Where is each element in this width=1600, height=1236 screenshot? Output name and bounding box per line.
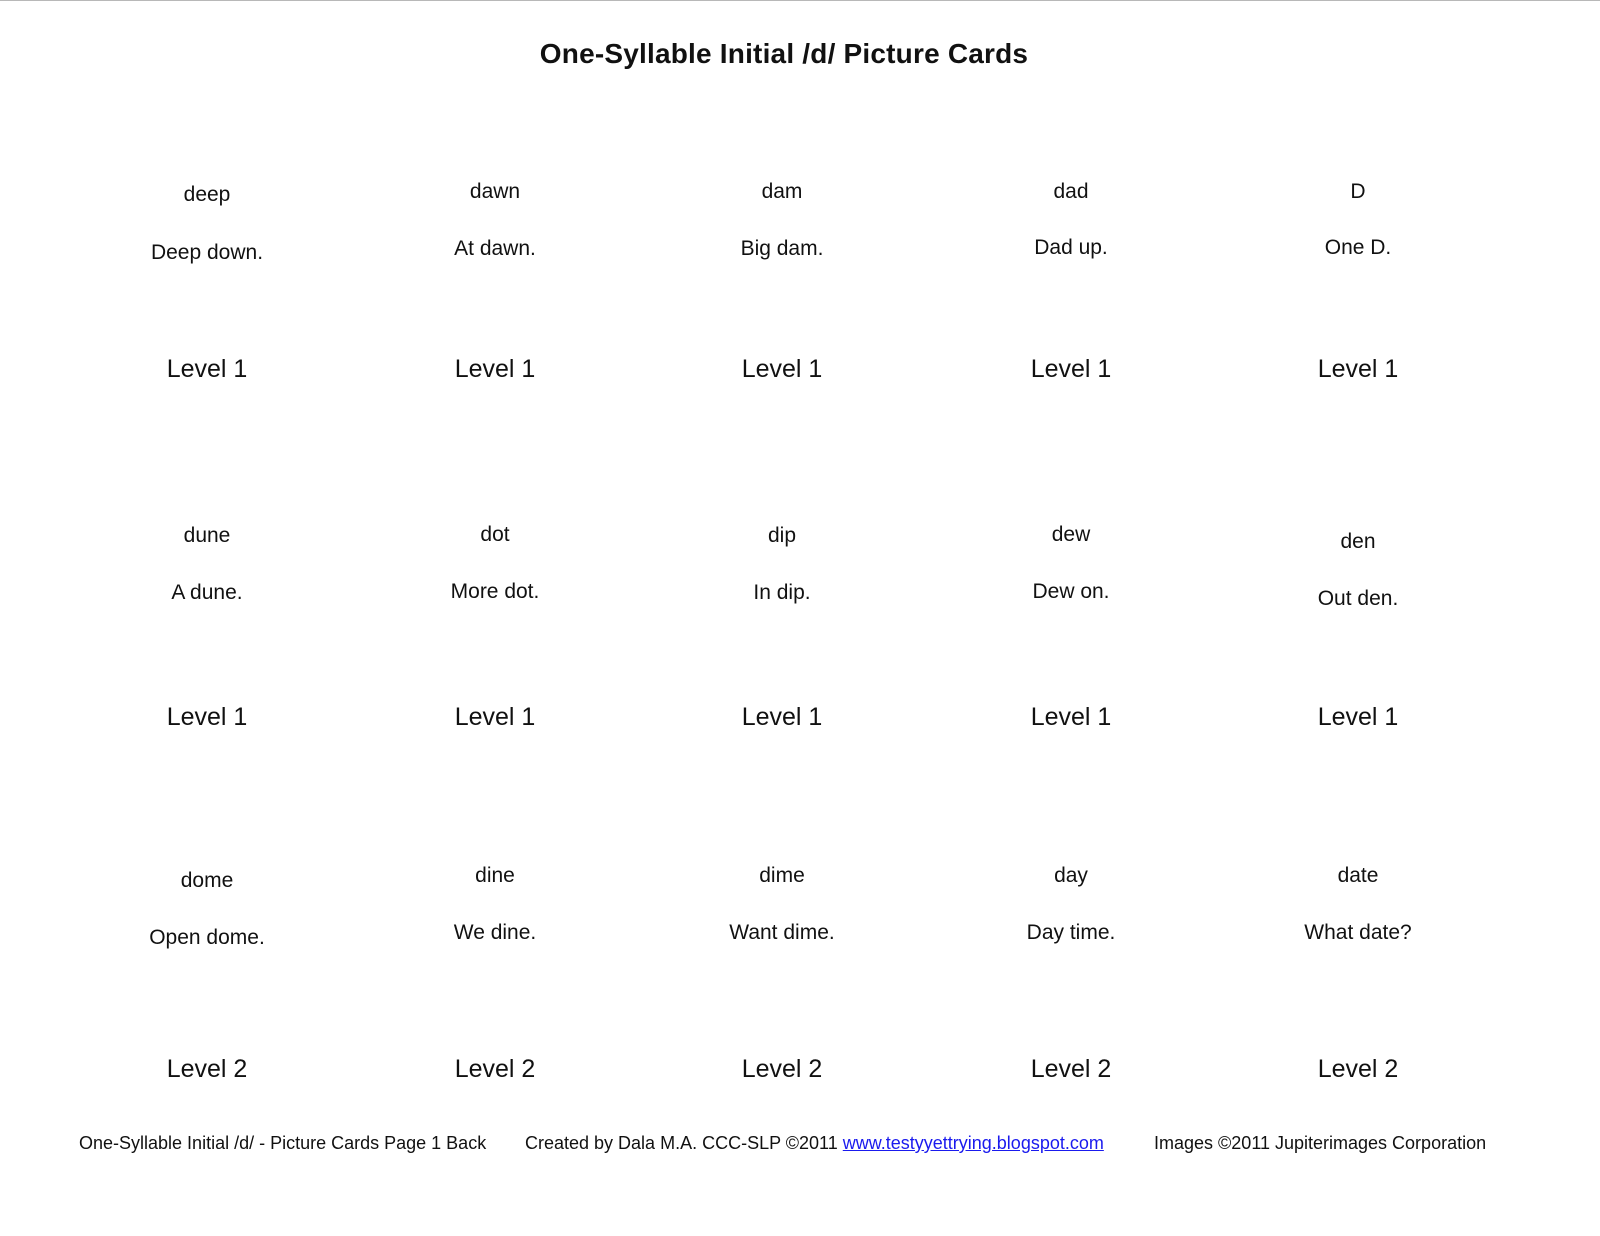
card-phrase: More dot. — [450, 580, 540, 603]
card-phrase: Dew on. — [1032, 580, 1110, 603]
card-level: Level 1 — [166, 355, 248, 383]
card-word: dune — [183, 524, 231, 547]
card-word: dine — [475, 864, 515, 887]
card-phrase: We dine. — [453, 921, 537, 944]
card-phrase: Day time. — [1026, 921, 1116, 944]
card-word: deep — [183, 183, 231, 206]
card-phrase: Open dome. — [149, 926, 265, 949]
footer-page-label: One-Syllable Initial /d/ - Picture Cards Page 1 Back — [79, 1133, 487, 1153]
card-word: D — [1350, 180, 1366, 203]
card-level: Level 1 — [1030, 355, 1112, 383]
footer-credit — [525, 1132, 1104, 1154]
card-level: Level 2 — [166, 1055, 248, 1083]
card-word: dome — [180, 869, 234, 892]
card-phrase: Dad up. — [1034, 236, 1108, 259]
card-level: Level 2 — [1317, 1055, 1399, 1083]
card-level: Level 2 — [741, 1055, 823, 1083]
card-word: dime — [759, 864, 805, 887]
card-word: den — [1340, 530, 1376, 553]
footer-credit-text: Created by Dala M.A. CCC-SLP ©2011 — [525, 1133, 838, 1153]
card-level: Level 1 — [1317, 703, 1399, 731]
card-phrase: At dawn. — [454, 237, 536, 260]
card-level: Level 2 — [454, 1055, 536, 1083]
card-word: dam — [761, 180, 803, 203]
card-word: day — [1054, 864, 1088, 887]
card-phrase: One D. — [1324, 236, 1392, 259]
card-level: Level 1 — [166, 703, 248, 731]
card-level: Level 1 — [741, 703, 823, 731]
card-word: date — [1337, 864, 1379, 887]
top-border — [0, 0, 1600, 1]
card-phrase: Out den. — [1317, 587, 1399, 610]
card-phrase: A dune. — [171, 581, 243, 604]
card-level: Level 1 — [1030, 703, 1112, 731]
card-phrase: Big dam. — [740, 237, 824, 260]
card-word: dip — [767, 524, 797, 547]
card-phrase: In dip. — [753, 581, 811, 604]
card-word: dot — [480, 523, 510, 546]
card-level: Level 1 — [741, 355, 823, 383]
card-word: dew — [1051, 523, 1091, 546]
card-level: Level 2 — [1030, 1055, 1112, 1083]
footer-blog-link[interactable]: www.testyyettrying.blogspot.com — [842, 1133, 1104, 1153]
card-phrase: Want dime. — [729, 921, 835, 944]
card-word: dawn — [469, 180, 521, 203]
card-level: Level 1 — [454, 703, 536, 731]
footer-image-credit: Images ©2011 Jupiterimages Corporation — [1154, 1133, 1487, 1153]
card-level: Level 1 — [454, 355, 536, 383]
card-word: dad — [1053, 180, 1089, 203]
card-phrase: What date? — [1304, 921, 1412, 944]
card-phrase: Deep down. — [150, 241, 264, 264]
card-level: Level 1 — [1317, 355, 1399, 383]
page-title: One-Syllable Initial /d/ Picture Cards — [539, 38, 1029, 69]
